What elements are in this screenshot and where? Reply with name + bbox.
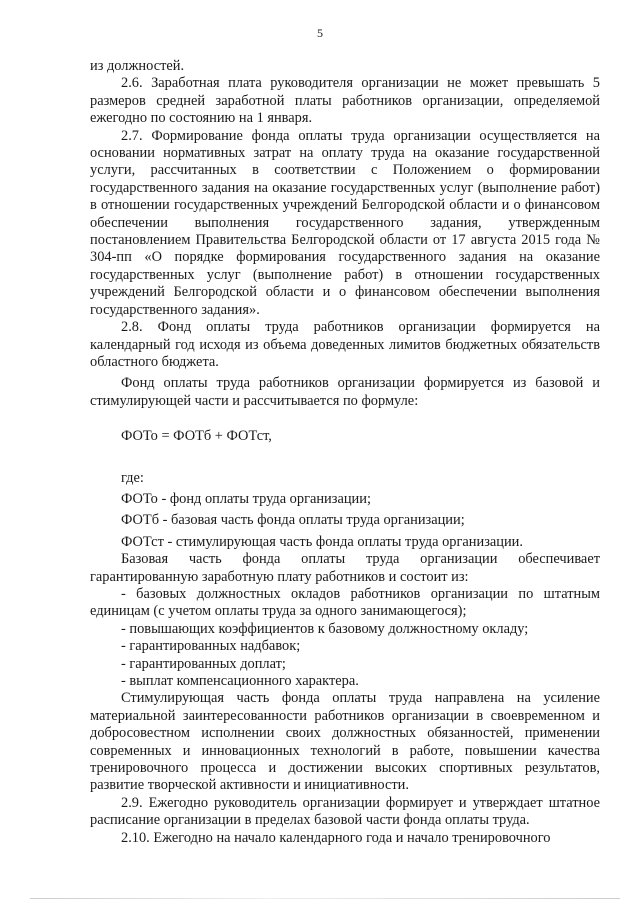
paragraph-2-10: 2.10. Ежегодно на начало календарного года и начало тренировочного [121, 829, 551, 846]
paragraph-2-9: 2.9. Ежегодно руководитель организации формирует и утверждает штатное расписание организации в пределах базовой части фонда оплаты труда. [90, 794, 600, 829]
paragraph-2-7: 2.7. Формирование фонда оплаты труда организации осуществляется на основании нормативных затрат на оплату труда на оказание государственной услуги, рассчитанных в соответствии с Положением о формировании государственного задания на оказание государственных услуг (выполнение работ) в отношении государственных учреждений Белгородской области и о финансовом обеспечении выполнения государственного задания, утвержденным постановлением Правительства Белгородской области от 17 августа 2015 года № 304-пп «О порядке формирования государственного задания на оказание государственных услуг (выполнение работ) в отношении государственных учреждений Белгородской области и о финансовом обеспечении выполнения государственного задания». [90, 127, 600, 318]
paragraph-2-8: 2.8. Фонд оплаты труда работников организации формируется на календарный год исходя из объема доведенных лимитов бюджетных обязательств областного бюджета. [90, 319, 600, 370]
paragraph-2-6: 2.6. Заработная плата руководителя организации не может превышать 5 размеров средней заработной платы работников организации, определяемой ежегодно по состоянию на 1 января. [90, 75, 600, 127]
paragraph-stimulating-part: Стимулирующая часть фонда оплаты труда направлена на усиление материальной заинтересованности работников организации в своевременном и добросовестном исполнении своих должностных обязанностей, применении современных и инновационных технологий в работе, повышении качества тренировочного процесса и достижении высоких спортивных результатов, развитие творческой активности и инициативности. [90, 690, 600, 794]
list-item: - выплат компенсационного характера. [121, 673, 359, 689]
paragraph-continuation: из должностей. [90, 58, 185, 74]
definition-fotb: ФОТб - базовая часть фонда оплаты труда организации; [121, 512, 465, 529]
definition-fotst: ФОТст - стимулирующая часть фонда оплаты труда организации. [121, 533, 523, 550]
formula-where: где: [121, 469, 144, 486]
list-item: - базовых должностных окладов работников организации по штатным единицам (с учетом оплаты труда за одного занимающегося); [90, 585, 600, 620]
list-item: - гарантированных надбавок; [121, 638, 301, 655]
paragraph-fund-formation: Фонд оплаты труда работников организации формируется из базовой и стимулирующей части и рассчитывается по формуле: [90, 375, 600, 409]
document-body [90, 58, 600, 847]
list-item: - повышающих коэффициентов к базовому должностному окладу; [121, 620, 529, 637]
page-number: 5 [317, 26, 323, 40]
paragraph-base-part: Базовая часть фонда оплаты труда организации обеспечивает гарантированную заработную плату работников и состоит из: [90, 551, 600, 585]
definition-foto: ФОТо - фонд оплаты труда организации; [121, 490, 371, 507]
scan-edge-line [30, 898, 620, 899]
formula: ФОТо = ФОТб + ФОТст, [121, 428, 272, 445]
list-item: - гарантированных доплат; [121, 655, 286, 672]
